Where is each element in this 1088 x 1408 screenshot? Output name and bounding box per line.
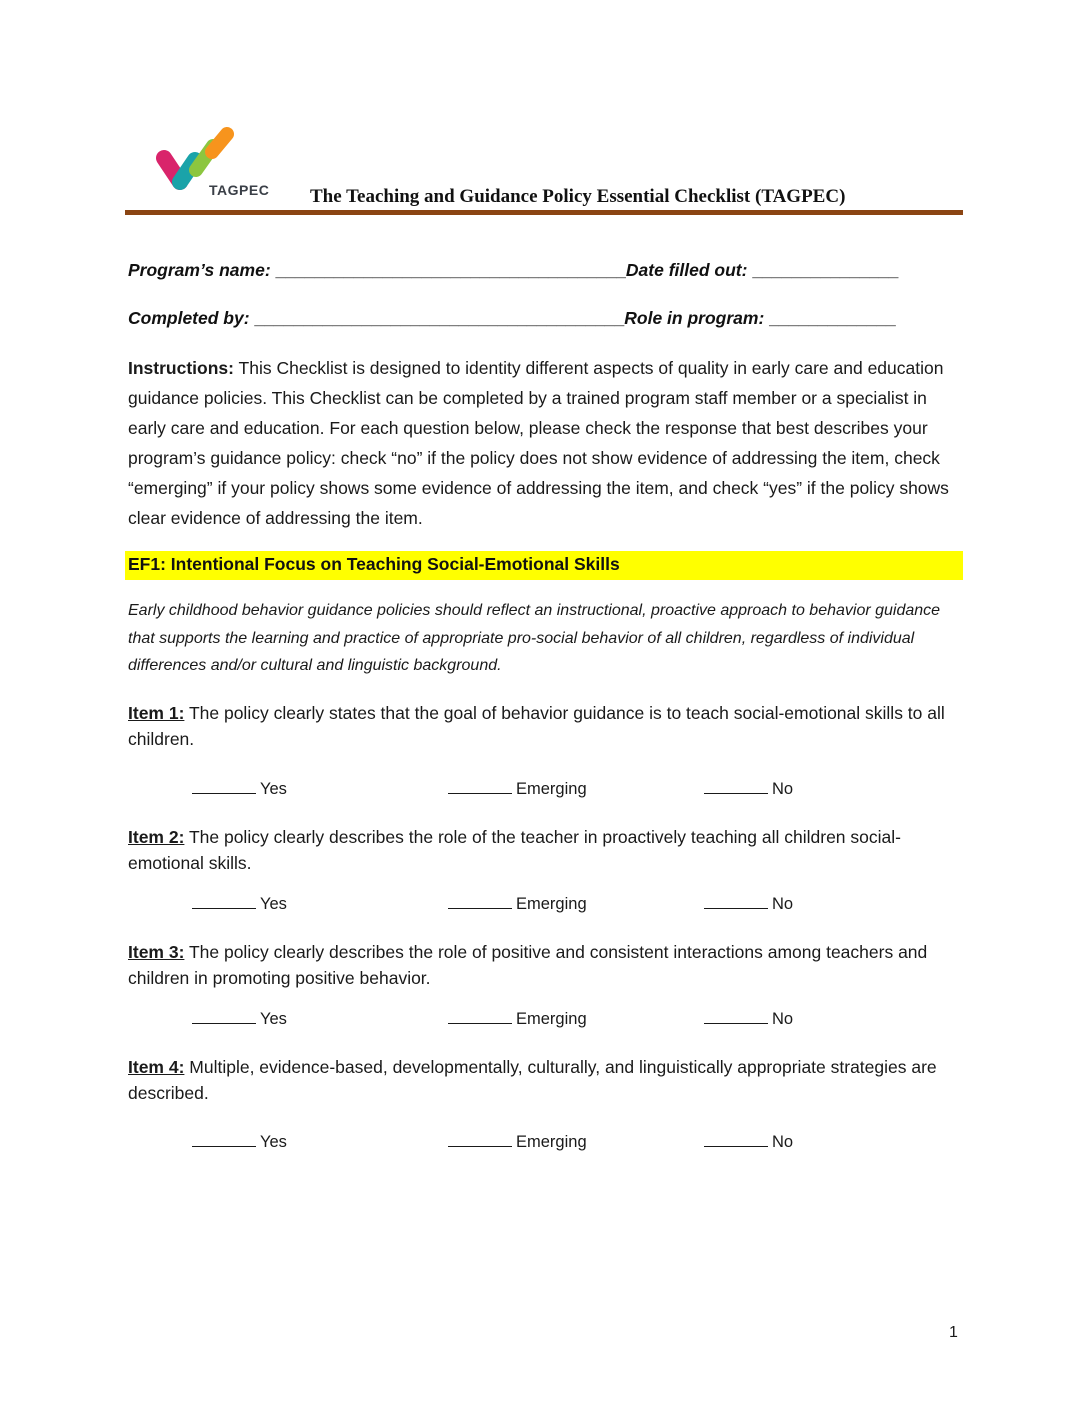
- item-description: Multiple, evidence-based, developmentally, culturally, and linguistically appropriate strategies are described.: [128, 1057, 937, 1103]
- option-label: No: [772, 895, 794, 913]
- instructions-label: Instructions:: [128, 358, 234, 378]
- option-label: No: [772, 780, 794, 798]
- checkbox-line[interactable]: [192, 1132, 256, 1147]
- item-label: Item 4:: [128, 1057, 185, 1077]
- item-label: Item 2:: [128, 827, 185, 847]
- option-label: Emerging: [516, 780, 587, 798]
- option-label: Emerging: [516, 1010, 587, 1028]
- checkbox-line[interactable]: [704, 779, 768, 794]
- item-1-text: [128, 700, 960, 752]
- checkbox-line[interactable]: [192, 779, 256, 794]
- option-label: Yes: [260, 1010, 287, 1028]
- section-header: [125, 551, 963, 580]
- item-3-option-emerging[interactable]: [448, 1009, 587, 1029]
- option-label: Emerging: [516, 1133, 587, 1151]
- checkbox-line[interactable]: [704, 1009, 768, 1024]
- item-description: The policy clearly describes the role of the teacher in proactively teaching all children social-emotional skills.: [128, 827, 901, 873]
- item-description: The policy clearly states that the goal of behavior guidance is to teach social-emotional skills to all children.: [128, 703, 945, 749]
- option-label: Yes: [260, 895, 287, 913]
- item-1-option-emerging[interactable]: [448, 779, 587, 799]
- item-description: The policy clearly describes the role of positive and consistent interactions among teachers and children in promoting positive behavior.: [128, 942, 928, 988]
- document-title: The Teaching and Guidance Policy Essential Checklist (TAGPEC): [310, 186, 846, 207]
- section-title: EF1: Intentional Focus on Teaching Social-Emotional Skills: [128, 554, 620, 574]
- checkbox-line[interactable]: [448, 1132, 512, 1147]
- item-1-option-no[interactable]: [704, 779, 793, 799]
- completed-by-row: [128, 308, 896, 329]
- option-label: Emerging: [516, 895, 587, 913]
- date-filled-field[interactable]: _______________: [752, 260, 899, 280]
- date-filled-label: Date filled out:: [625, 260, 748, 280]
- item-label: Item 3:: [128, 942, 185, 962]
- option-label: Yes: [260, 1133, 287, 1151]
- item-4-option-no[interactable]: [704, 1132, 793, 1152]
- checkbox-line[interactable]: [704, 1132, 768, 1147]
- role-label: Role in program:: [624, 308, 765, 328]
- item-1-option-yes[interactable]: [192, 779, 287, 799]
- program-name-row: [128, 260, 898, 281]
- option-label: Yes: [260, 780, 287, 798]
- checkbox-line[interactable]: [192, 1009, 256, 1024]
- checkbox-line[interactable]: [448, 894, 512, 909]
- program-name-field[interactable]: ____________________________________: [275, 260, 626, 280]
- item-2-text: [128, 824, 960, 876]
- tagpec-logo: [150, 124, 280, 204]
- completed-by-field[interactable]: ______________________________________: [254, 308, 625, 328]
- checkbox-line[interactable]: [704, 894, 768, 909]
- title-divider: [125, 210, 963, 215]
- item-label: Item 1:: [128, 703, 185, 723]
- item-2-option-emerging[interactable]: [448, 894, 587, 914]
- checkbox-line[interactable]: [192, 894, 256, 909]
- role-field[interactable]: _____________: [769, 308, 896, 328]
- item-2-option-no[interactable]: [704, 894, 793, 914]
- item-4-text: [128, 1054, 960, 1106]
- option-label: No: [772, 1010, 794, 1028]
- item-3-option-no[interactable]: [704, 1009, 793, 1029]
- checkbox-line[interactable]: [448, 1009, 512, 1024]
- completed-by-label: Completed by:: [128, 308, 250, 328]
- page-number: 1: [949, 1324, 958, 1341]
- section-description: Early childhood behavior guidance policies should reflect an instructional, proactive approach to behavior guidance that supports the learning and practice of appropriate pro-social behavior of all children, regardless of individual differences and/or cultural and linguistic background.: [128, 602, 941, 674]
- item-4-option-emerging[interactable]: [448, 1132, 587, 1152]
- logo-text: TAGPEC: [209, 182, 270, 198]
- instructions-text: This Checklist is designed to identity different aspects of quality in early care and education guidance policies. This Checklist can be completed by a trained program staff member or a specialist in early care and education. For each question below, please check the response that best describes your program’s guidance policy: check “no” if the policy does not show evidence of addressing the item, check “emerging” if your policy shows some evidence of addressing the item, and check “yes” if the policy shows clear evidence of addressing the item.: [128, 358, 949, 528]
- item-4-option-yes[interactable]: [192, 1132, 287, 1152]
- checkbox-line[interactable]: [448, 779, 512, 794]
- option-label: No: [772, 1133, 794, 1151]
- program-name-label: Program’s name:: [128, 260, 271, 280]
- item-3-text: [128, 939, 960, 991]
- item-3-option-yes[interactable]: [192, 1009, 287, 1029]
- item-2-option-yes[interactable]: [192, 894, 287, 914]
- instructions-paragraph: [128, 353, 960, 533]
